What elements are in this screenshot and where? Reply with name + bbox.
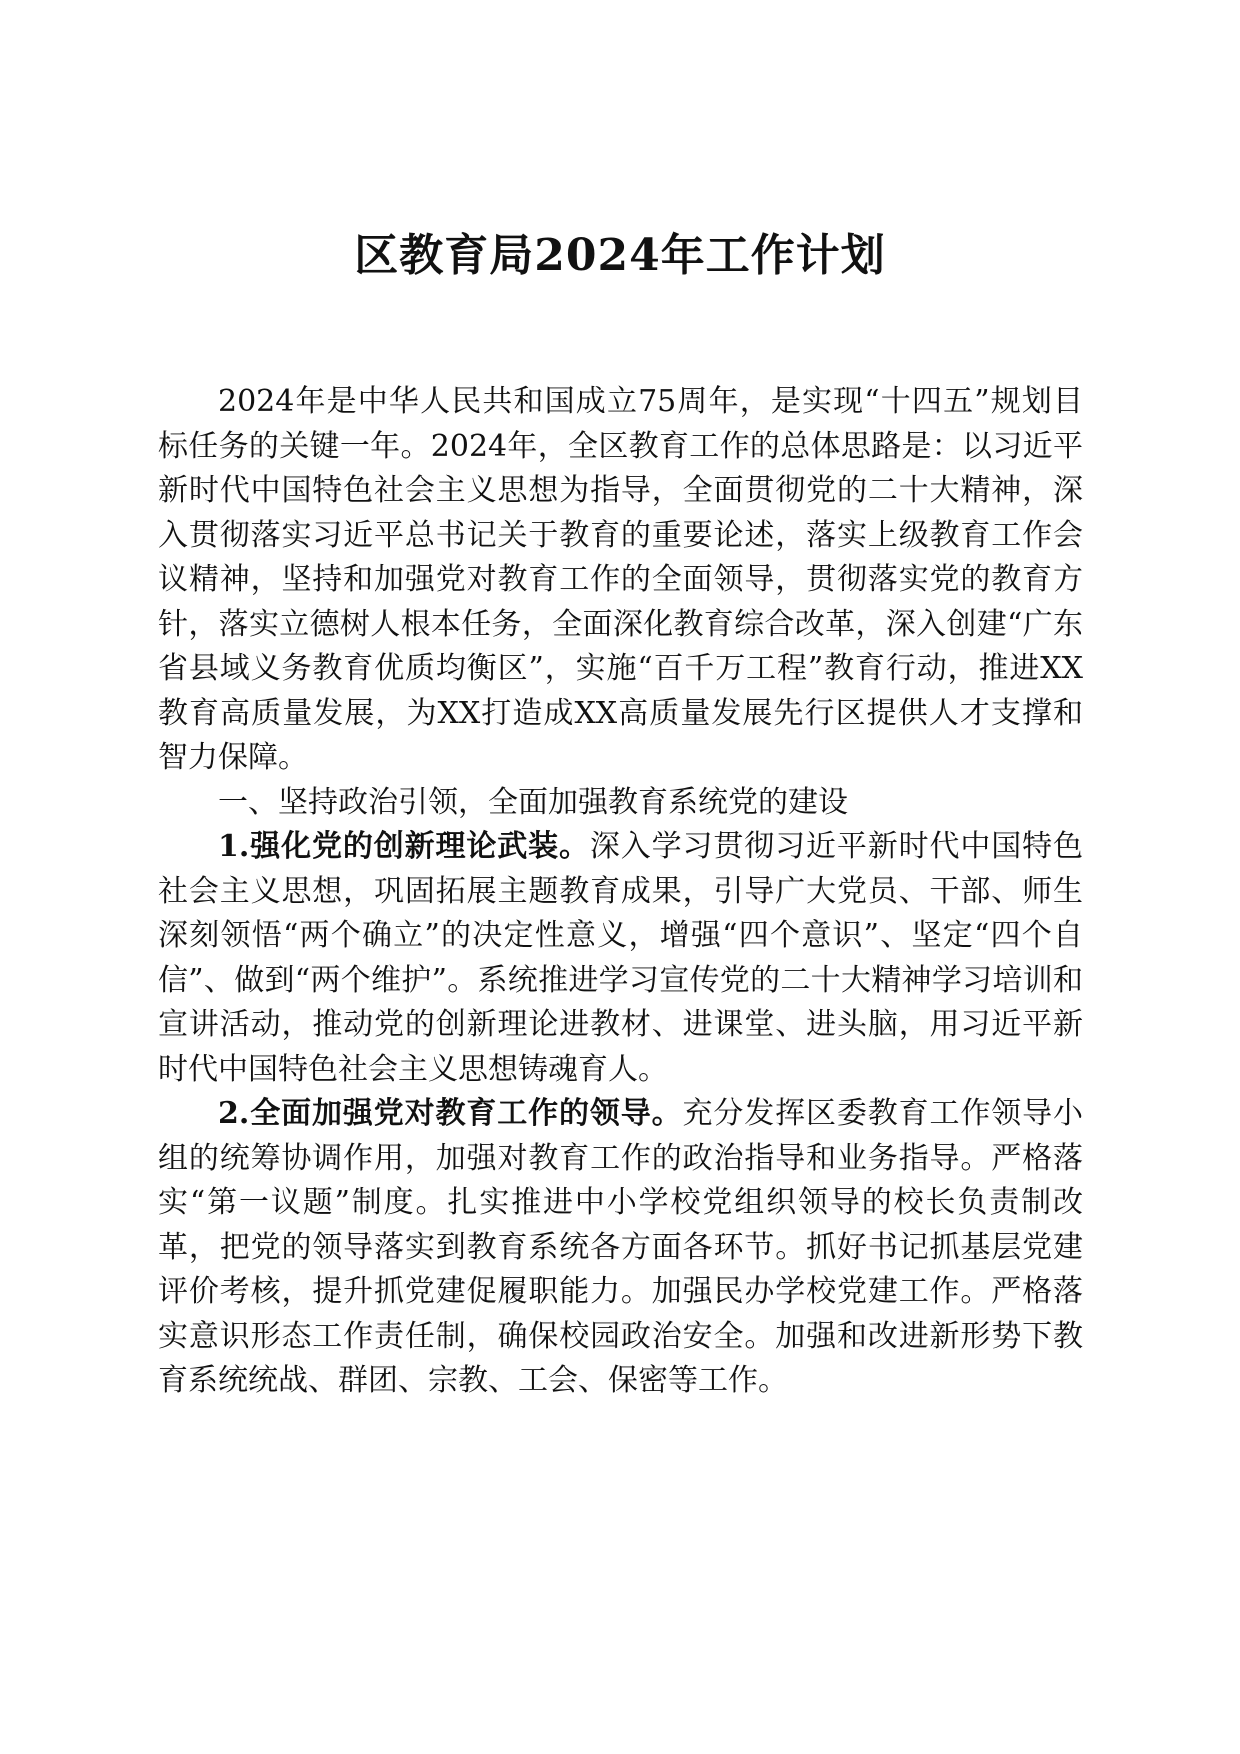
item-2-paragraph xyxy=(158,1092,1083,1404)
item-1-lead: 1.强化党的创新理论武装。 xyxy=(218,829,590,864)
section-heading: 一、坚持政治引领，全面加强教育系统党的建设 xyxy=(218,784,848,820)
item-1-paragraph xyxy=(158,825,1083,1092)
item-2-lead: 2.全面加强党对教育工作的领导。 xyxy=(218,1096,683,1131)
document-title: 区教育局2024年工作计划 xyxy=(354,230,886,281)
item-1-text: 深入学习贯彻习近平新时代中国特色社会主义思想，巩固拓展主题教育成果，引导广大党员、干部、师生深刻领悟“两个确立”的决定性意义，增强“四个意识”、坚定“四个自信”、做到“两个维护”。系统推进学习宣传党的二十大精神学习培训和宣讲活动，推动党的创新理论进教材、进课堂、进头脑，用习近平新时代中国特色社会主义思想铸魂育人。 xyxy=(158,829,1083,1087)
intro-paragraph: 2024年是中华人民共和国成立75周年，是实现“十四五”规划目标任务的关键一年。2024年，全区教育工作的总体思路是：以习近平新时代中国特色社会主义思想为指导，全面贯彻党的二十大精神，深入贯彻落实习近平总书记关于教育的重要论述，落实上级教育工作会议精神，坚持和加强党对教育工作的全面领导，贯彻落实党的教育方针，落实立德树人根本任务，全面深化教育综合改革，深入创建“广东省县域义务教育优质均衡区”，实施“百千万工程”教育行动，推进XX教育高质量发展，为XX打造成XX高质量发展先行区提供人才支撑和智力保障。 xyxy=(158,384,1083,775)
document-body xyxy=(158,380,1083,1404)
item-2-text: 充分发挥区委教育工作领导小组的统筹协调作用，加强对教育工作的政治指导和业务指导。严格落实“第一议题”制度。扎实推进中小学校党组织领导的校长负责制改革，把党的领导落实到教育系统各方面各环节。抓好书记抓基层党建评价考核，提升抓党建促履职能力。加强民办学校党建工作。严格落实意识形态工作责任制，确保校园政治安全。加强和改进新形势下教育系统统战、群团、宗教、工会、保密等工作。 xyxy=(158,1096,1084,1398)
